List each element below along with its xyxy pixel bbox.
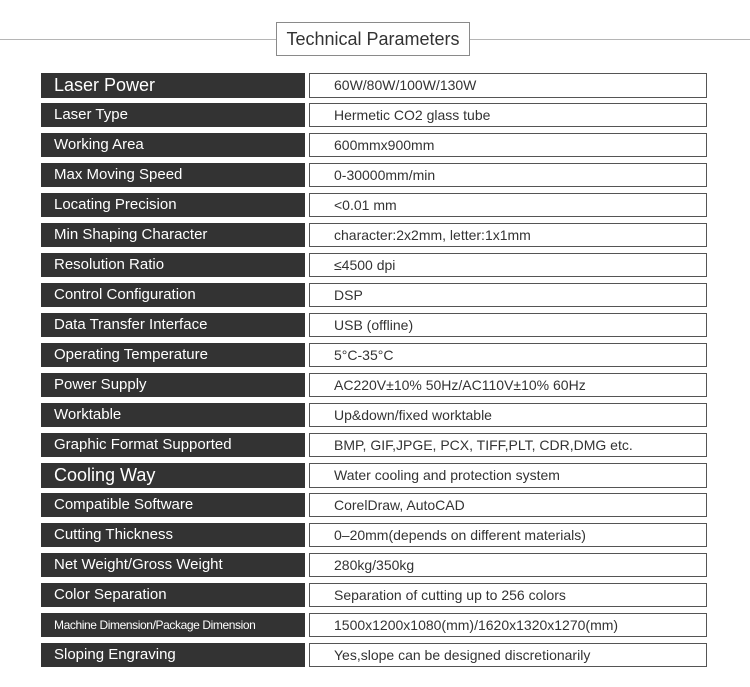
row-value: 60W/80W/100W/130W	[309, 73, 707, 98]
row-value: <0.01 mm	[309, 193, 707, 217]
row-value: DSP	[309, 283, 707, 307]
row-value: Up&down/fixed worktable	[309, 403, 707, 427]
row-value: Hermetic CO2 glass tube	[309, 103, 707, 127]
table-row	[41, 463, 707, 488]
row-label: Net Weight/Gross Weight	[41, 553, 305, 577]
title-divider-left	[0, 39, 276, 40]
table-row	[41, 283, 707, 307]
row-label: Color Separation	[41, 583, 305, 607]
row-label: Laser Type	[41, 103, 305, 127]
title-divider-right	[470, 39, 750, 40]
row-value: Water cooling and protection system	[309, 463, 707, 488]
row-value: USB (offline)	[309, 313, 707, 337]
row-value: 1500x1200x1080(mm)/1620x1320x1270(mm)	[309, 613, 707, 637]
row-label: Sloping Engraving	[41, 643, 305, 667]
row-label: Cooling Way	[41, 463, 305, 488]
row-label: Cutting Thickness	[41, 523, 305, 547]
table-row	[41, 433, 707, 457]
row-value: 0–20mm(depends on different materials)	[309, 523, 707, 547]
table-row	[41, 523, 707, 547]
row-label: Data Transfer Interface	[41, 313, 305, 337]
row-value: character:2x2mm, letter:1x1mm	[309, 223, 707, 247]
row-value: 0-30000mm/min	[309, 163, 707, 187]
parameters-table	[41, 73, 707, 673]
row-value: CorelDraw, AutoCAD	[309, 493, 707, 517]
row-label: Working Area	[41, 133, 305, 157]
table-row	[41, 553, 707, 577]
table-row	[41, 313, 707, 337]
row-label: Min Shaping Character	[41, 223, 305, 247]
row-value: 600mmx900mm	[309, 133, 707, 157]
row-label: Compatible Software	[41, 493, 305, 517]
row-value: 280kg/350kg	[309, 553, 707, 577]
row-label: Power Supply	[41, 373, 305, 397]
row-label: Graphic Format Supported	[41, 433, 305, 457]
table-row	[41, 583, 707, 607]
row-label: Max Moving Speed	[41, 163, 305, 187]
row-label: Control Configuration	[41, 283, 305, 307]
page-title: Technical Parameters	[276, 22, 470, 56]
row-label: Operating Temperature	[41, 343, 305, 367]
row-value: AC220V±10% 50Hz/AC110V±10% 60Hz	[309, 373, 707, 397]
title-section	[0, 22, 750, 56]
row-value: 5°C-35°C	[309, 343, 707, 367]
row-label: Machine Dimension/Package Dimension	[41, 613, 305, 637]
row-label: Worktable	[41, 403, 305, 427]
table-row	[41, 133, 707, 157]
table-row	[41, 103, 707, 127]
table-row	[41, 253, 707, 277]
table-row	[41, 343, 707, 367]
table-row	[41, 403, 707, 427]
table-row	[41, 643, 707, 667]
table-row	[41, 223, 707, 247]
row-label: Laser Power	[41, 73, 305, 98]
table-row	[41, 193, 707, 217]
row-value: BMP, GIF,JPGE, PCX, TIFF,PLT, CDR,DMG etc.	[309, 433, 707, 457]
table-row	[41, 163, 707, 187]
row-label: Locating Precision	[41, 193, 305, 217]
row-value: Yes,slope can be designed discretionarily	[309, 643, 707, 667]
table-row	[41, 73, 707, 98]
row-value: Separation of cutting up to 256 colors	[309, 583, 707, 607]
table-row	[41, 613, 707, 637]
row-label: Resolution Ratio	[41, 253, 305, 277]
table-row	[41, 373, 707, 397]
row-value: ≤4500 dpi	[309, 253, 707, 277]
table-row	[41, 493, 707, 517]
